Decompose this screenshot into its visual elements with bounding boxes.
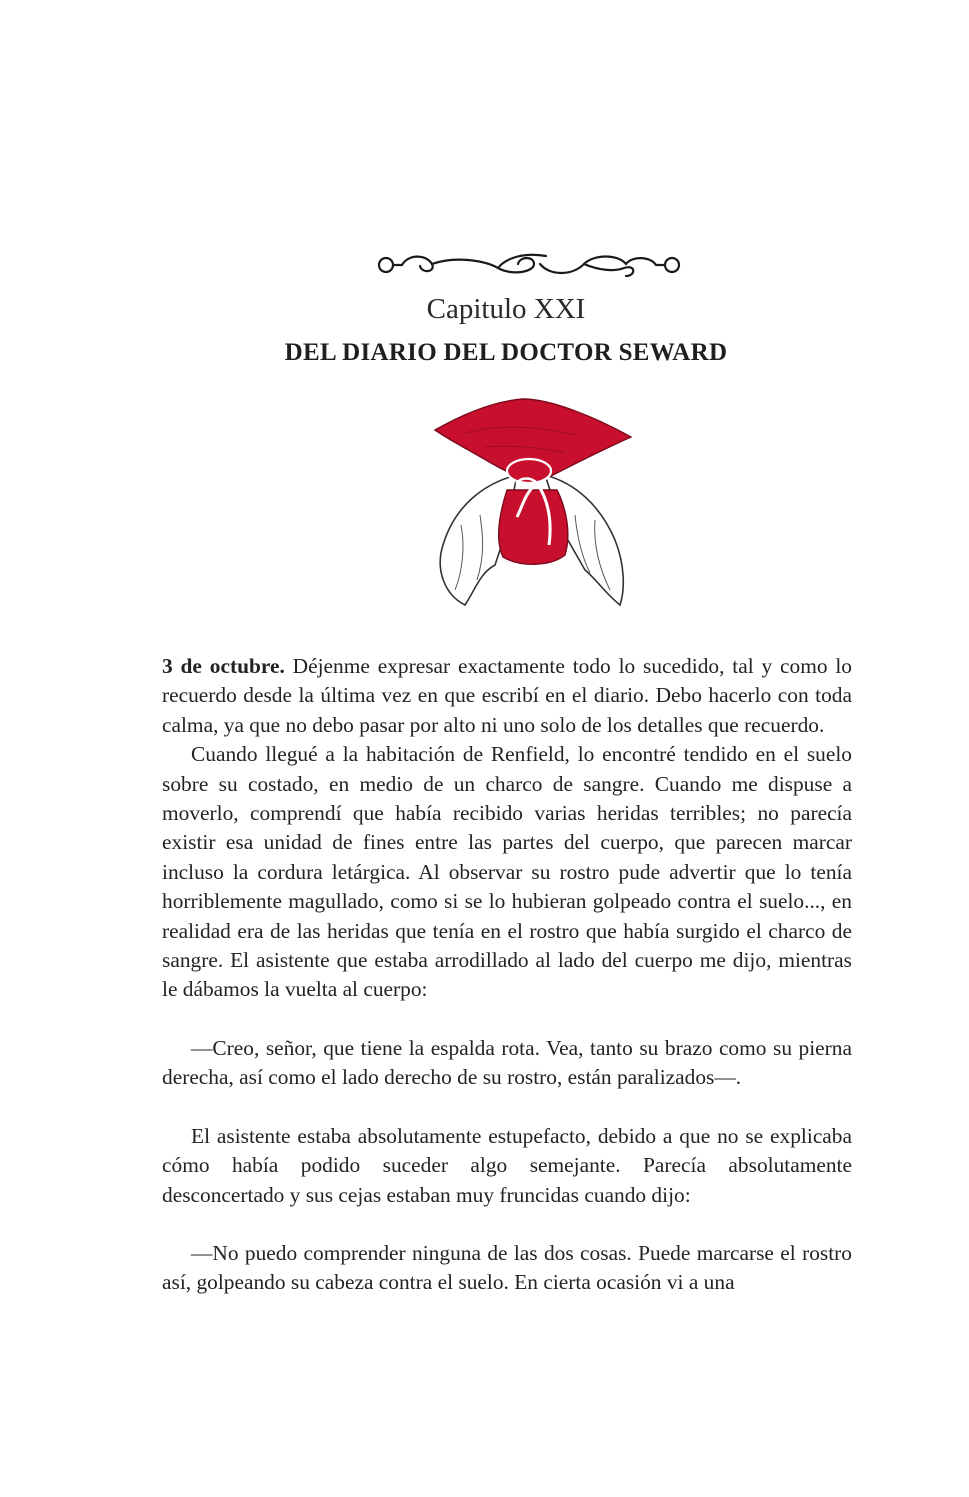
paragraph-renfield: Cuando llegué a la habitación de Renfield, lo encontré tendido en el suelo sobre su costado, en medio de un charco de sangre. Cuando me dispuse a moverlo, comprendí que había recibido varias heridas terribles; no parecía existir esa unidad de fines entre las partes del cuerpo, que parecen marcar incluso la cordura letárgica. Al observar su rostro pude advertir que lo tenía horriblemente magullado, como si se lo hubieran golpeado contra el suelo..., en realidad era de las heridas que tenía en el rostro que había surgido el charco de sangre. El asistente que estaba arrodillado al lado del cuerpo me dijo, mientras le dábamos la vuelta al cuerpo: (162, 742, 852, 1002)
paragraph-attendant: El asistente estaba absolutamente estupefacto, debido a que no se explicaba cómo había podido suceder algo semejante. Parecía absolutamente desconcertado y sus cejas estaban muy fruncidas cuando dijo: (162, 1123, 852, 1207)
diary-date: 3 de octubre. (162, 654, 285, 678)
paragraph-dialogue-2: —No puedo comprender ninguna de las dos cosas. Puede marcarse el rostro así, golpeando su cabeza contra el suelo. En cierta ocasión vi a una (162, 1240, 852, 1295)
red-cloth-bundle-icon (425, 395, 640, 610)
paragraph-dialogue-1: —Creo, señor, que tiene la espalda rota. Vea, tanto su brazo como su pierna derecha, así como el lado derecho de su rostro, están paralizados—. (162, 1035, 852, 1090)
chapter-body (162, 652, 852, 1298)
chapter-number: Capitulo XXI (426, 293, 586, 325)
flourish-divider-icon (374, 246, 684, 282)
paragraph-text: Déjenme expresar exactamente todo lo sucedido, tal y como lo recuerdo desde la última vez en que escribí en el diario. Debo hacerlo con toda calma, ya que no debo pasar por alto ni uno solo de los detalles que recuerdo. (162, 654, 853, 737)
chapter-title: DEL DIARIO DEL DOCTOR SEWARD (284, 339, 728, 366)
paragraph-diary-entry (162, 652, 852, 740)
